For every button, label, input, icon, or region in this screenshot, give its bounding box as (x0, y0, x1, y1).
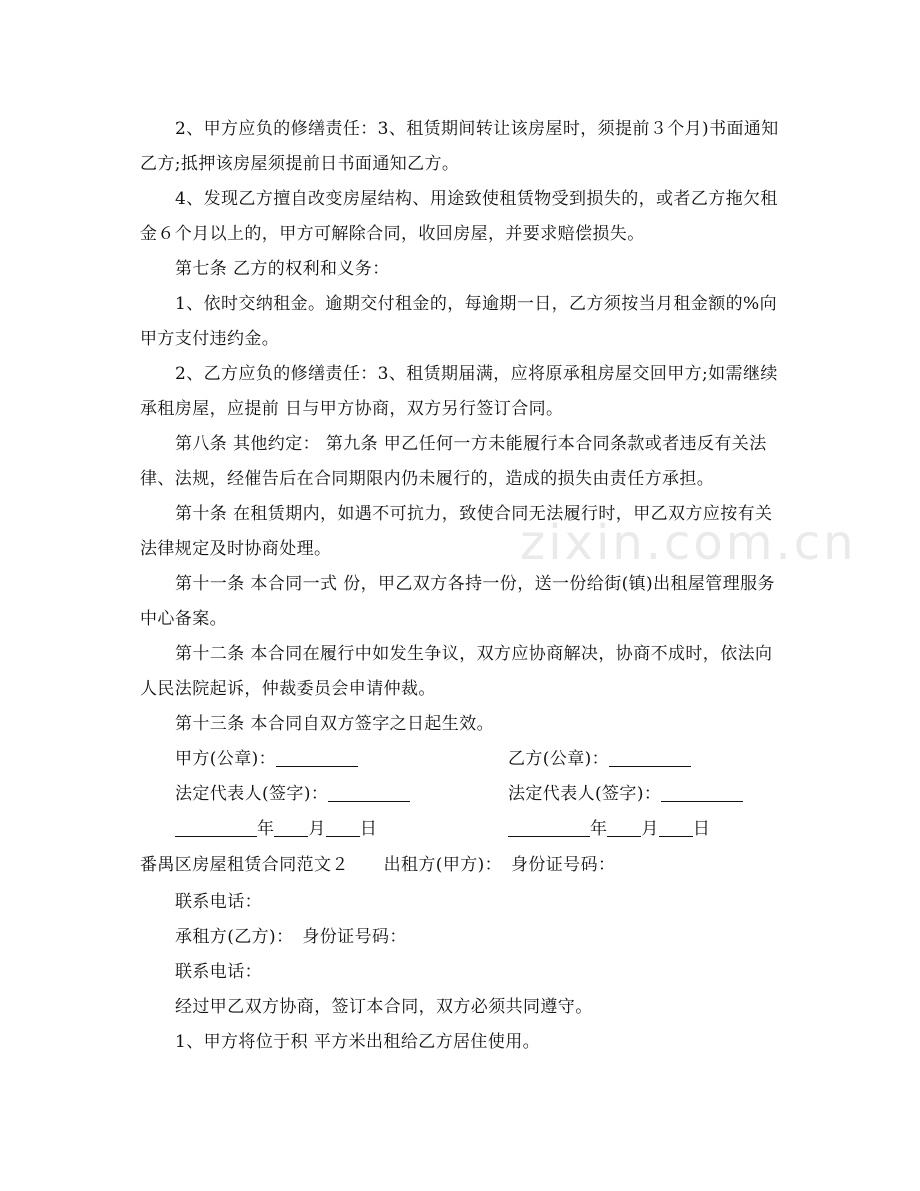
party-b-rep-line (508, 777, 743, 812)
day-label: 日 (692, 819, 711, 839)
month-blank (274, 819, 308, 837)
watermark: zixin.com.cn (520, 515, 857, 571)
party-b-rep-blank (661, 784, 743, 802)
paragraph-termination: 4、发现乙方擅自改变房屋结构、用途致使租赁物受到损失的，或者乙方拖欠租金６个月以上的，甲方可解除合同，收回房屋，并要求赔偿损失。 (140, 189, 778, 244)
second-contract-title: 番禺区房屋租赁合同范文２ 出租方(甲方)： 身份证号码： (140, 855, 616, 875)
party-a-seal-blank (276, 749, 358, 767)
party-b-seal-label: 乙方(公章)： (508, 749, 610, 769)
article-13: 第十三条 本合同自双方签字之日起生效。 (175, 714, 495, 734)
party-b-rep-label: 法定代表人(签字)： (508, 784, 662, 804)
party-a-rep-label: 法定代表人(签字)： (175, 784, 329, 804)
party-b-seal-blank (609, 749, 691, 767)
agreement-line: 经过甲乙双方协商，签订本合同，双方必须共同遵守。 (175, 997, 593, 1017)
party-a-rep-blank (328, 784, 410, 802)
year-blank (508, 819, 590, 837)
party-a-rep-line (175, 777, 410, 812)
month-label: 月 (308, 819, 326, 839)
lessee-line: 承租方(乙方)： 身份证号码： (175, 927, 407, 947)
month-label: 月 (641, 819, 659, 839)
article-7-heading: 第七条 乙方的权利和义务： (175, 259, 390, 279)
year-label: 年 (257, 819, 275, 839)
party-b-date-line (508, 812, 710, 847)
paragraph-rent-payment: 1、依时交纳租金。逾期交付租金的，每逾期一日，乙方须按当月租金额的%向甲方支付违约金。 (140, 294, 777, 349)
day-blank (326, 819, 360, 837)
article-10: 第十条 在租赁期内，如遇不可抗力，致使合同无法履行时，甲乙双方应按有关法律规定及时协商处理。 (140, 504, 773, 559)
year-blank (175, 819, 257, 837)
year-label: 年 (590, 819, 608, 839)
clause-1-line: 1、甲方将位于积 平方米出租给乙方居住使用。 (175, 1032, 541, 1052)
article-11: 第十一条 本合同一式 份，甲乙双方各持一份，送一份给街(镇)出租屋管理服务中心备案。 (140, 574, 775, 629)
phone-line-1: 联系电话： (175, 892, 262, 912)
paragraph-repair-duty-a: 2、甲方应负的修缮责任：3、租赁期间转让该房屋时，须提前３个月)书面通知乙方;抵押该房屋须提前日书面通知乙方。 (140, 119, 779, 174)
party-a-seal-line (175, 742, 358, 777)
paragraph-repair-duty-b: 2、乙方应负的修缮责任：3、租赁期届满，应将原承租房屋交回甲方;如需继续承租房屋，应提前 日与甲方协商，双方另行签订合同。 (140, 364, 778, 419)
party-a-date-line (175, 812, 377, 847)
phone-line-2: 联系电话： (175, 962, 262, 982)
party-b-seal-line (508, 742, 691, 777)
month-blank (607, 819, 641, 837)
article-12: 第十二条 本合同在履行中如发生争议，双方应协商解决，协商不成时，依法向人民法院起诉，仲裁委员会申请仲裁。 (140, 644, 773, 699)
day-blank (659, 819, 693, 837)
party-a-seal-label: 甲方(公章)： (175, 749, 277, 769)
article-8-9: 第八条 其他约定： 第九条 甲乙任何一方未能履行本合同条款或者违反有关法律、法规，经催告后在合同期限内仍未履行的，造成的损失由责任方承担。 (140, 434, 767, 489)
day-label: 日 (359, 819, 378, 839)
